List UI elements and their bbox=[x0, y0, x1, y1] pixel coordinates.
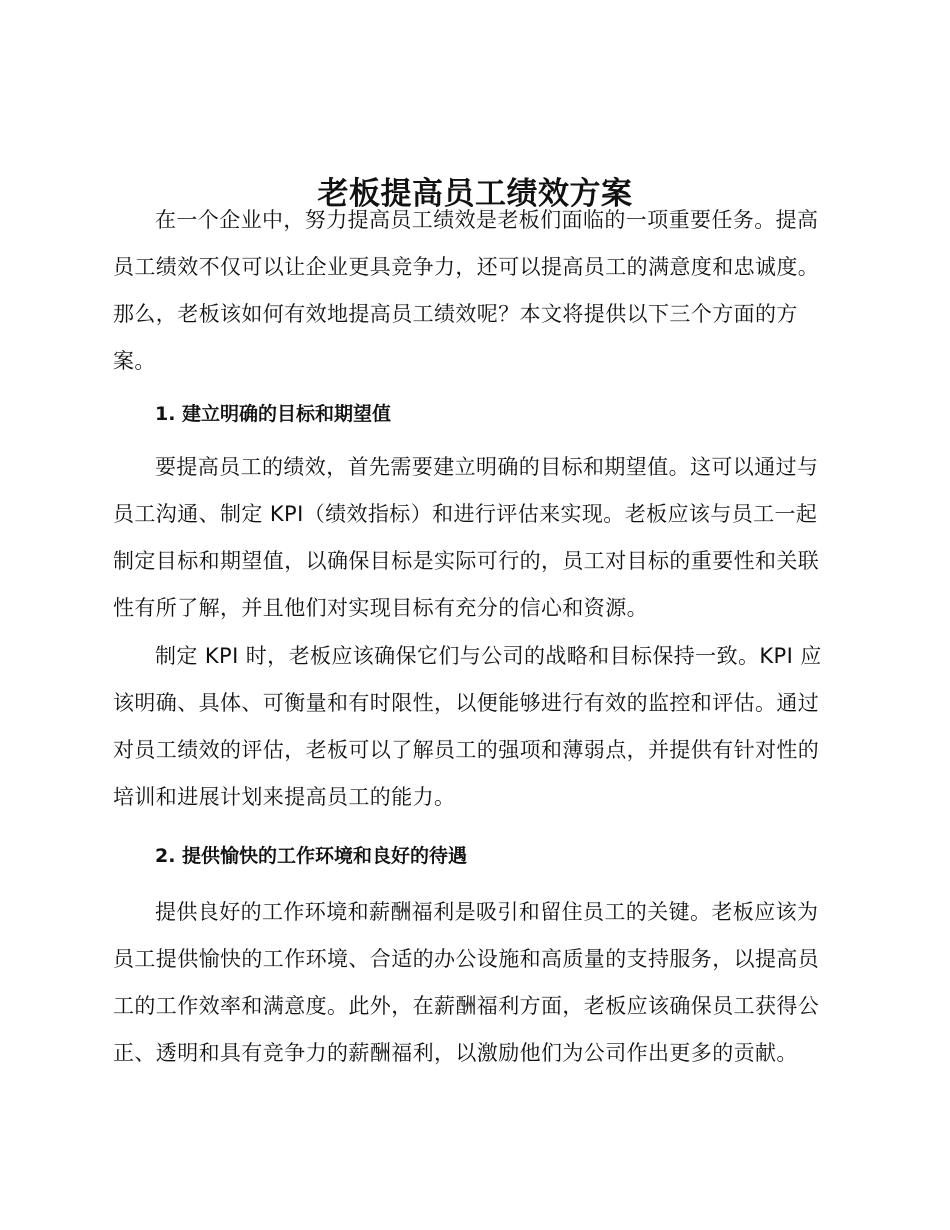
section-2-heading: 2. 提供愉快的工作环境和良好的待遇 bbox=[155, 845, 468, 867]
section-1-paragraph-1: 要提高员工的绩效，首先需要建立明确的目标和期望值。这可以通过与员工沟通、制定 KPI（绩效指标）和进行评估来实现。老板应该与员工一起制定目标和期望值，以确保目标是实际可行的，员工对目标的重要性和关联性有所了解，并且他们对实现目标有充分的信心和资源。 bbox=[113, 455, 820, 620]
section-2-paragraph-1: 提供良好的工作环境和薪酬福利是吸引和留住员工的关键。老板应该为员工提供愉快的工作环境、合适的办公设施和高质量的支持服务，以提高员工的工作效率和满意度。此外，在薪酬福利方面，老板应该确保员工获得公正、透明和具有竞争力的薪酬福利，以激励他们为公司作出更多的贡献。 bbox=[113, 900, 820, 1065]
document-title: 老板提高员工绩效方案 bbox=[317, 175, 633, 212]
section-1-paragraph-2: 制定 KPI 时，老板应该确保它们与公司的战略和目标保持一致。KPI 应该明确、具体、可衡量和有时限性，以便能够进行有效的监控和评估。通过对员工绩效的评估，老板可以了解员工的强项和薄弱点，并提供有针对性的培训和进展计划来提高员工的能力。 bbox=[113, 644, 822, 809]
section-1-heading: 1. 建立明确的目标和期望值 bbox=[155, 403, 392, 425]
intro-paragraph: 在一个企业中，努力提高员工绩效是老板们面临的一项重要任务。提高员工绩效不仅可以让企业更具竞争力，还可以提高员工的满意度和忠诚度。那么，老板该如何有效地提高员工绩效呢？本文将提供以下三个方面的方案。 bbox=[113, 208, 820, 373]
